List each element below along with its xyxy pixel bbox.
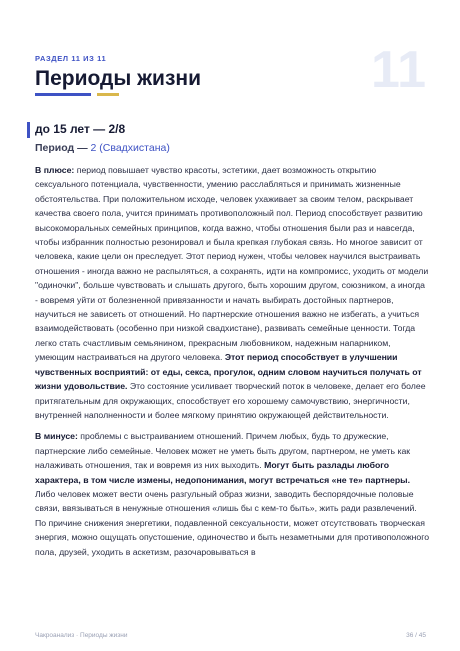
minus-bold: Могут быть разлады любого характера, в том числе измены, недопонимания, могут встречаться «не те» партнеры.	[35, 460, 411, 485]
body-content	[35, 163, 430, 566]
page-title: Периоды жизни	[35, 67, 201, 90]
block-accent-bar	[27, 122, 30, 138]
section-label: РАЗДЕЛ 11 ИЗ 11	[35, 54, 107, 63]
period-value: 2 (Свадхистана)	[90, 142, 170, 154]
minus-lead: В минусе:	[35, 431, 78, 442]
footer-title: Чакроанализ · Периоды жизни	[35, 632, 128, 639]
plus-text-1: период повышает чувство красоты, эстетики, дает возможность открытию сексуального потенциала, чувственности, умению расслабляться и принимать жизненные обстоятельства. При положительном исходе, человек ухаживает за своим телом, раскрывает качества своего пола, учится принимать противоположный пол. Период способствует развитию высокоморальных семейных принципов, когда важно, чтобы отношения были раз и навсегда, чтобы избранник полностью резонировал и была крепкая глубокая связь. Но многое зависит от человека, какие цели он преследует. Этот период нужен, чтобы человек научился выстраивать отношения - иногда важно не распыляться, а сохранять, идти на компромисс, уходить от модели "одиночки", больше чувствовать и слышать другого, быть хорошим другом, союзником, а иногда - вовремя уйти от болезненной привязанности и начать выбирать достойных партнеров, научиться не зависеть от отношений. Но партнерские отношения важно не избегать, а учиться взаимодействовать (особенно при низкой свадхистане), развивать семейные ценности. Тогда легко стать счастливым семьянином, прекрасным любовником, надежным напарником, умеющим настраиваться на другого человека.	[35, 165, 429, 363]
page-number: 36 / 45	[406, 632, 426, 639]
plus-lead: В плюсе:	[35, 165, 75, 175]
minus-text-2: Либо человек может вести очень разгульный образ жизни, заводить беспорядочные половые связи, ввязываться в ненужные отношения «лишь бы с кем-то быть», жить ради развлечений. По причине снижения энергетики, подавленной сексуальности, может отсутствовать творческая энергия, можно ощущать опустошение, одиночество и быть незаметными для противоположного пола, друзей, уходить в аскетизм, разочаровываться в	[35, 488, 430, 557]
minus-paragraph	[35, 429, 430, 559]
section-number-watermark: 11	[371, 41, 426, 99]
title-underline-gold	[97, 93, 119, 96]
minus-text-1: проблемы с выстраиванием отношений. Причем любых, будь то дружеские, партнерские либо семейные. Человек может не уметь быть другом, партнером, не уметь как налаживать отношения, так и вовремя из них выходить.	[35, 431, 411, 471]
plus-paragraph	[35, 163, 430, 422]
period-line	[35, 142, 170, 154]
title-underline-accent	[35, 93, 91, 96]
plus-bold: Этот период способствует в улучшении чувственных восприятий: от еды, секса, прогулок, одним словом научиться получать от жизни удовольствие.	[35, 352, 422, 392]
plus-text-2: Это состояние усиливает творческий поток в человеке, делает его более притягательным для окружающих, способствует его хорошему самочувствию, энергичности, внутренней наполненности и более мягкому принятию окружающей действительности.	[35, 381, 426, 420]
period-label: Период —	[35, 142, 88, 154]
age-heading: до 15 лет — 2/8	[35, 122, 126, 136]
